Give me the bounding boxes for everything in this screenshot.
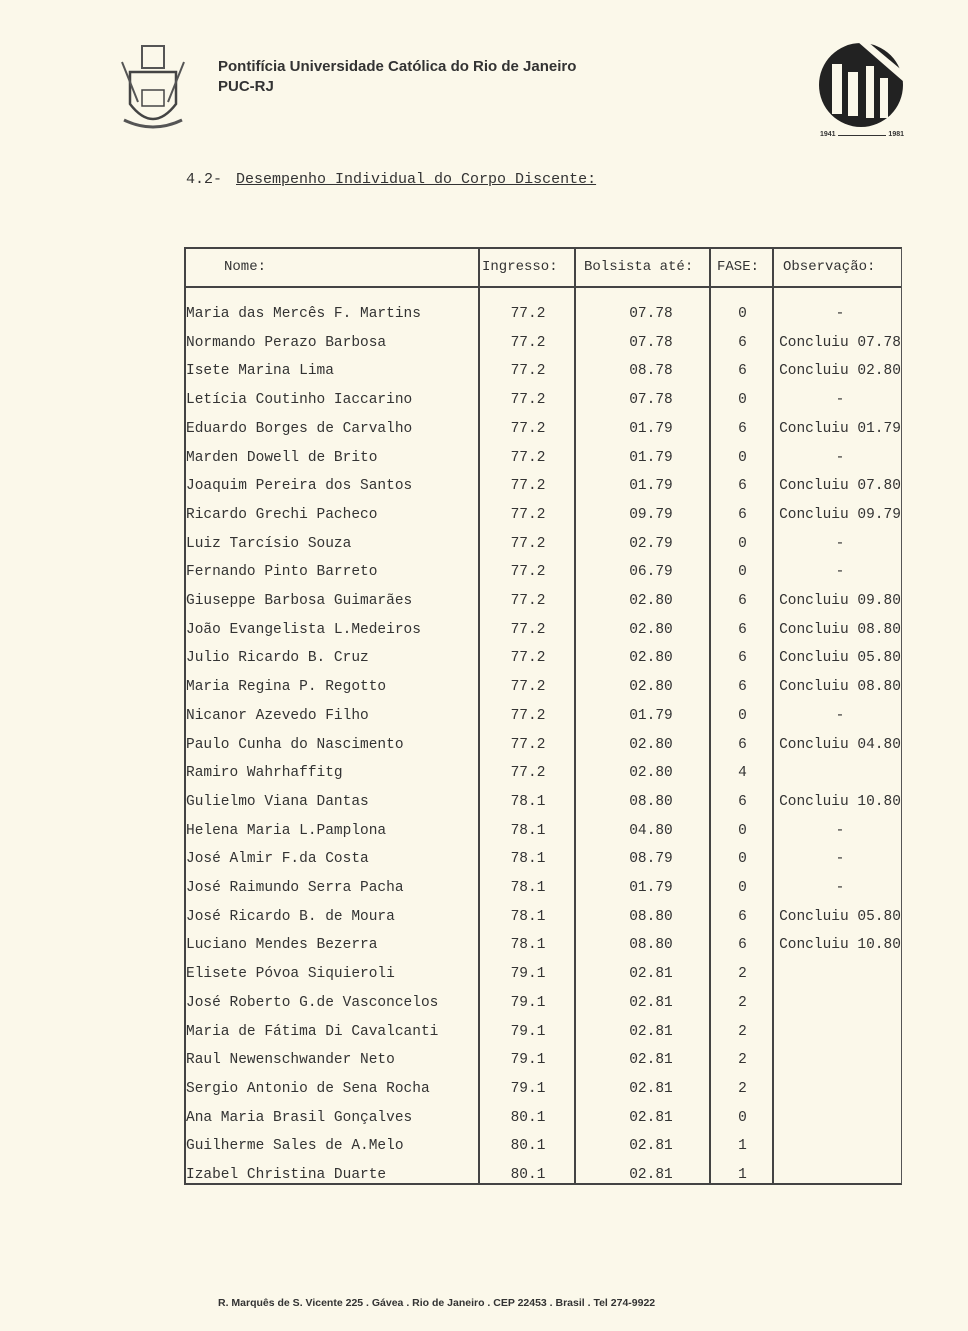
cell-fase: 2 <box>738 1080 747 1097</box>
cell-bolsista: 02.81 <box>629 994 673 1011</box>
cell-bolsista: 02.81 <box>629 1023 673 1040</box>
cell-observacao: Concluiu 10.80 <box>779 937 901 954</box>
cell-ingresso: 78.1 <box>510 851 546 868</box>
cell-fase: 6 <box>738 621 747 638</box>
table-row <box>186 1138 901 1166</box>
cell-bolsista: 02.81 <box>629 1080 673 1097</box>
cell-bolsista: 04.80 <box>629 822 673 839</box>
cell-fase: 0 <box>738 822 747 839</box>
cell-fase: 1 <box>738 1167 747 1183</box>
cell-nome: José Raimundo Serra Pacha <box>186 880 404 896</box>
cell-fase: 0 <box>738 306 747 322</box>
cell-nome: Maria de Fátima Di Cavalcanti <box>186 1023 439 1040</box>
cell-observacao: - <box>835 880 845 896</box>
cell-fase: 0 <box>738 707 747 724</box>
table-row <box>186 622 901 650</box>
table-row <box>186 679 901 707</box>
cell-observacao: Concluiu 07.80 <box>779 478 901 495</box>
cell-fase: 6 <box>738 736 747 753</box>
cell-observacao: Concluiu 10.80 <box>779 793 901 810</box>
section-title: Desempenho Individual do Corpo Discente: <box>236 171 597 188</box>
cell-fase: 6 <box>738 650 747 667</box>
table-row <box>186 823 901 851</box>
cell-nome: José Almir F.da Costa <box>186 851 369 868</box>
cell-nome: João Evangelista L.Medeiros <box>186 621 421 638</box>
cell-ingresso: 79.1 <box>510 966 546 983</box>
cell-fase: 0 <box>738 1109 747 1126</box>
table-row <box>186 478 901 506</box>
cell-observacao: - <box>835 449 845 466</box>
cell-ingresso: 77.2 <box>510 593 546 609</box>
year-end: 1981 <box>888 131 904 138</box>
table-row <box>186 1167 901 1195</box>
table-row <box>186 909 901 937</box>
student-table <box>184 247 902 1185</box>
cell-fase: 6 <box>738 908 747 925</box>
cell-ingresso: 78.1 <box>510 908 546 925</box>
section-heading <box>186 171 596 188</box>
cell-ingresso: 77.2 <box>510 420 546 437</box>
cell-bolsista: 07.78 <box>629 392 673 409</box>
cell-ingresso: 79.1 <box>510 1080 546 1097</box>
cell-bolsista: 02.81 <box>629 1138 673 1155</box>
cell-observacao: - <box>835 306 845 322</box>
cell-nome: Marden Dowell de Brito <box>186 449 378 466</box>
cell-nome: Ana Maria Brasil Gonçalves <box>186 1109 413 1126</box>
cell-bolsista: 02.81 <box>629 966 673 983</box>
cell-ingresso: 77.2 <box>510 363 546 380</box>
cell-bolsista: 01.79 <box>629 420 673 437</box>
cell-ingresso: 77.2 <box>510 506 546 523</box>
cell-observacao: Concluiu 07.78 <box>779 334 901 351</box>
table-row <box>186 880 901 908</box>
cell-ingresso: 79.1 <box>510 1052 546 1069</box>
section-number: 4.2- <box>186 171 223 188</box>
cell-nome: Normando Perazo Barbosa <box>186 334 387 351</box>
anniversary-logo <box>818 42 904 128</box>
cell-bolsista: 07.78 <box>629 306 673 322</box>
table-row <box>186 363 901 391</box>
cell-ingresso: 80.1 <box>510 1167 546 1183</box>
table-row <box>186 421 901 449</box>
cell-observacao: Concluiu 05.80 <box>779 908 901 925</box>
cell-observacao: - <box>835 535 845 552</box>
cell-nome: Luciano Mendes Bezerra <box>186 937 378 954</box>
cell-nome: Isete Marina Lima <box>186 363 334 380</box>
cell-fase: 6 <box>738 478 747 495</box>
cell-bolsista: 08.78 <box>629 363 673 380</box>
header-divider <box>186 286 901 288</box>
table-row <box>186 966 901 994</box>
table-row <box>186 737 901 765</box>
institution-name: Pontifícia Universidade Católica do Rio de Janeiro <box>218 58 577 75</box>
cell-bolsista: 02.79 <box>629 535 673 552</box>
cell-nome: Maria das Mercês F. Martins <box>186 306 421 322</box>
cell-bolsista: 06.79 <box>629 564 673 581</box>
cell-nome: Ricardo Grechi Pacheco <box>186 506 378 523</box>
cell-fase: 0 <box>738 392 747 409</box>
cell-bolsista: 02.81 <box>629 1109 673 1126</box>
table-row <box>186 507 901 535</box>
cell-fase: 6 <box>738 363 747 380</box>
table-row <box>186 765 901 793</box>
table-row <box>186 851 901 879</box>
cell-observacao: - <box>835 822 845 839</box>
cell-bolsista: 01.79 <box>629 449 673 466</box>
cell-fase: 6 <box>738 334 747 351</box>
column-header-ingresso: Ingresso: <box>482 259 558 275</box>
cell-ingresso: 80.1 <box>510 1138 546 1155</box>
cell-bolsista: 02.80 <box>629 765 673 782</box>
cell-observacao: - <box>835 851 845 868</box>
cell-observacao: Concluiu 04.80 <box>779 736 901 753</box>
cell-bolsista: 09.79 <box>629 506 673 523</box>
cell-bolsista: 02.80 <box>629 679 673 696</box>
cell-ingresso: 77.2 <box>510 306 546 322</box>
cell-observacao: - <box>835 707 845 724</box>
cell-fase: 4 <box>738 765 747 782</box>
column-header-bolsista: Bolsista até: <box>584 259 694 275</box>
cell-nome: Maria Regina P. Regotto <box>186 679 387 696</box>
cell-ingresso: 77.2 <box>510 707 546 724</box>
year-start: 1941 <box>820 131 836 138</box>
cell-ingresso: 77.2 <box>510 679 546 696</box>
cell-nome: Julio Ricardo B. Cruz <box>186 650 369 667</box>
cell-fase: 2 <box>738 1052 747 1069</box>
table-row <box>186 1110 901 1138</box>
cell-nome: Gulielmo Viana Dantas <box>186 793 369 810</box>
year-divider <box>838 131 887 136</box>
university-crest-logo <box>118 42 188 137</box>
cell-nome: Guilherme Sales de A.Melo <box>186 1138 404 1155</box>
cell-ingresso: 78.1 <box>510 822 546 839</box>
cell-bolsista: 02.80 <box>629 650 673 667</box>
cell-fase: 6 <box>738 679 747 696</box>
logo-years <box>820 131 904 138</box>
cell-fase: 0 <box>738 880 747 896</box>
cell-fase: 6 <box>738 937 747 954</box>
cell-observacao: Concluiu 08.80 <box>779 621 901 638</box>
cell-nome: Elisete Póvoa Siquieroli <box>186 966 395 983</box>
cell-ingresso: 78.1 <box>510 880 546 896</box>
cell-ingresso: 77.2 <box>510 535 546 552</box>
table-row <box>186 1024 901 1052</box>
cell-fase: 2 <box>738 1023 747 1040</box>
cell-fase: 0 <box>738 564 747 581</box>
table-row <box>186 1052 901 1080</box>
cell-nome: Giuseppe Barbosa Guimarães <box>186 593 413 609</box>
cell-fase: 2 <box>738 966 747 983</box>
cell-nome: Sergio Antonio de Sena Rocha <box>186 1080 430 1097</box>
table-row <box>186 937 901 965</box>
cell-ingresso: 79.1 <box>510 994 546 1011</box>
cell-ingresso: 78.1 <box>510 793 546 810</box>
cell-observacao: Concluiu 08.80 <box>779 679 901 696</box>
column-header-observacao: Observação: <box>783 259 876 275</box>
table-row <box>186 593 901 621</box>
cell-observacao: - <box>835 564 845 581</box>
cell-nome: Joaquim Pereira dos Santos <box>186 478 413 495</box>
cell-bolsista: 01.79 <box>629 707 673 724</box>
cell-fase: 6 <box>738 593 747 609</box>
cell-fase: 1 <box>738 1138 747 1155</box>
column-header-nome: Nome: <box>224 259 267 275</box>
column-header-fase: FASE: <box>717 259 760 275</box>
cell-ingresso: 77.2 <box>510 478 546 495</box>
footer-address: R. Marquês de S. Vicente 225 . Gávea . Rio de Janeiro . CEP 22453 . Brasil . Tel 274-9922 <box>218 1297 656 1309</box>
cell-ingresso: 77.2 <box>510 564 546 581</box>
cell-nome: Izabel Christina Duarte <box>186 1167 387 1183</box>
cell-fase: 6 <box>738 506 747 523</box>
cell-bolsista: 02.81 <box>629 1052 673 1069</box>
table-row <box>186 1081 901 1109</box>
cell-bolsista: 02.80 <box>629 621 673 638</box>
cell-fase: 0 <box>738 535 747 552</box>
cell-fase: 0 <box>738 449 747 466</box>
institution-abbrev: PUC-RJ <box>218 78 274 95</box>
cell-nome: José Roberto G.de Vasconcelos <box>186 994 439 1011</box>
cell-bolsista: 08.80 <box>629 908 673 925</box>
cell-fase: 6 <box>738 420 747 437</box>
table-row <box>186 650 901 678</box>
table-row <box>186 306 901 334</box>
cell-fase: 0 <box>738 851 747 868</box>
cell-observacao: Concluiu 02.80 <box>779 363 901 380</box>
cell-ingresso: 78.1 <box>510 937 546 954</box>
cell-ingresso: 77.2 <box>510 765 546 782</box>
cell-nome: Eduardo Borges de Carvalho <box>186 420 413 437</box>
cell-observacao: Concluiu 01.79 <box>779 420 901 437</box>
table-row <box>186 450 901 478</box>
cell-nome: Letícia Coutinho Iaccarino <box>186 392 413 409</box>
cell-ingresso: 77.2 <box>510 392 546 409</box>
cell-ingresso: 77.2 <box>510 334 546 351</box>
table-row <box>186 708 901 736</box>
cell-bolsista: 01.79 <box>629 880 673 896</box>
cell-nome: Fernando Pinto Barreto <box>186 564 378 581</box>
cell-bolsista: 08.80 <box>629 937 673 954</box>
cell-bolsista: 02.80 <box>629 736 673 753</box>
cell-nome: Luiz Tarcísio Souza <box>186 535 352 552</box>
cell-nome: Ramiro Wahrhaffitg <box>186 765 343 782</box>
cell-observacao: Concluiu 09.79 <box>779 506 901 523</box>
table-row <box>186 392 901 420</box>
cell-bolsista: 08.79 <box>629 851 673 868</box>
cell-bolsista: 02.80 <box>629 593 673 609</box>
cell-fase: 6 <box>738 793 747 810</box>
cell-fase: 2 <box>738 994 747 1011</box>
cell-nome: Helena Maria L.Pamplona <box>186 822 387 839</box>
table-row <box>186 564 901 592</box>
cell-bolsista: 07.78 <box>629 334 673 351</box>
cell-ingresso: 80.1 <box>510 1109 546 1126</box>
table-row <box>186 335 901 363</box>
cell-observacao: Concluiu 09.80 <box>779 593 901 609</box>
cell-ingresso: 77.2 <box>510 650 546 667</box>
cell-ingresso: 77.2 <box>510 621 546 638</box>
cell-ingresso: 79.1 <box>510 1023 546 1040</box>
cell-observacao: Concluiu 05.80 <box>779 650 901 667</box>
cell-nome: Raul Newenschwander Neto <box>186 1052 395 1069</box>
institution-header <box>218 57 576 97</box>
cell-bolsista: 08.80 <box>629 793 673 810</box>
table-row <box>186 536 901 564</box>
cell-nome: Paulo Cunha do Nascimento <box>186 736 404 753</box>
cell-ingresso: 77.2 <box>510 736 546 753</box>
cell-ingresso: 77.2 <box>510 449 546 466</box>
cell-nome: Nicanor Azevedo Filho <box>186 707 369 724</box>
table-row <box>186 794 901 822</box>
cell-observacao: - <box>835 392 845 409</box>
table-row <box>186 995 901 1023</box>
cell-bolsista: 02.81 <box>629 1167 673 1183</box>
cell-bolsista: 01.79 <box>629 478 673 495</box>
cell-nome: José Ricardo B. de Moura <box>186 908 395 925</box>
